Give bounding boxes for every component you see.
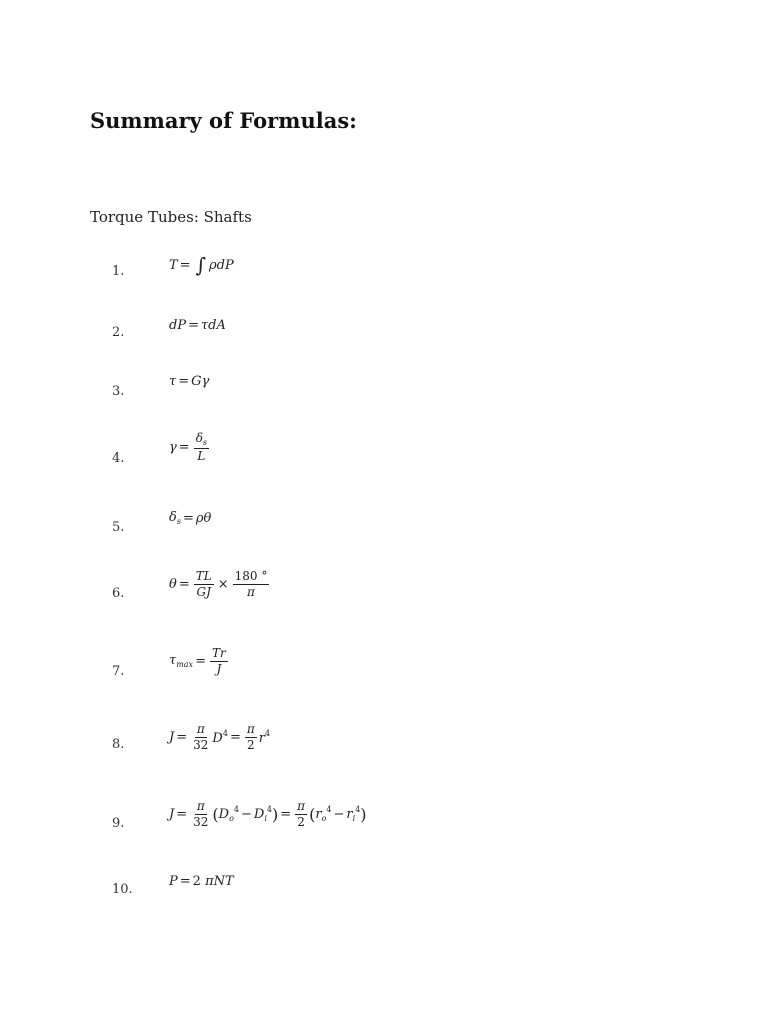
page-title: Summary of Formulas: bbox=[90, 108, 357, 133]
formula-arc-displacement: $\delta_s$ = ρθ bbox=[169, 510, 212, 526]
list-number-4: 4. bbox=[112, 451, 125, 466]
formula-power: P = 2 πNT bbox=[169, 874, 234, 889]
list-number-3: 3. bbox=[112, 384, 125, 399]
formula-max-shear-stress: $\tau_{max}$ = $\frac{Tr}{J}$ bbox=[169, 646, 226, 676]
list-number-10: 10. bbox=[112, 882, 133, 897]
list-number-7: 7. bbox=[112, 664, 125, 679]
formula-angle-of-twist: θ = $\frac{TL}{GJ}$ × $\frac{180 ^\circ}{\pi}$ bbox=[169, 569, 268, 599]
list-number-9: 9. bbox=[112, 816, 125, 831]
formula-polar-moment-hollow: J = $\frac{\pi}{32}$ ( $D_o^4$ − $D_i^4$ ) = $\frac{\pi}{2}$ ( $r_o^4$ − $r_i^4$ ) bbox=[169, 799, 367, 829]
formula-hooke-shear: τ = Gγ bbox=[169, 374, 210, 389]
formula-polar-moment-solid: J = $\frac{\pi}{32}$ $D^4$ = $\frac{\pi}{2}$ $r^4$ bbox=[169, 722, 271, 752]
list-number-6: 6. bbox=[112, 586, 125, 601]
list-number-5: 5. bbox=[112, 520, 125, 535]
list-number-1: 1. bbox=[112, 264, 125, 279]
formula-force-element: dP = τdA bbox=[169, 318, 226, 333]
list-number-2: 2. bbox=[112, 325, 125, 340]
list-number-8: 8. bbox=[112, 737, 125, 752]
formula-torque-integral: T = ∫ ρdP bbox=[169, 253, 234, 277]
section-heading: Torque Tubes: Shafts bbox=[90, 208, 252, 226]
formula-shear-strain: γ = $\frac{\delta_s}{L}$ bbox=[169, 431, 208, 464]
